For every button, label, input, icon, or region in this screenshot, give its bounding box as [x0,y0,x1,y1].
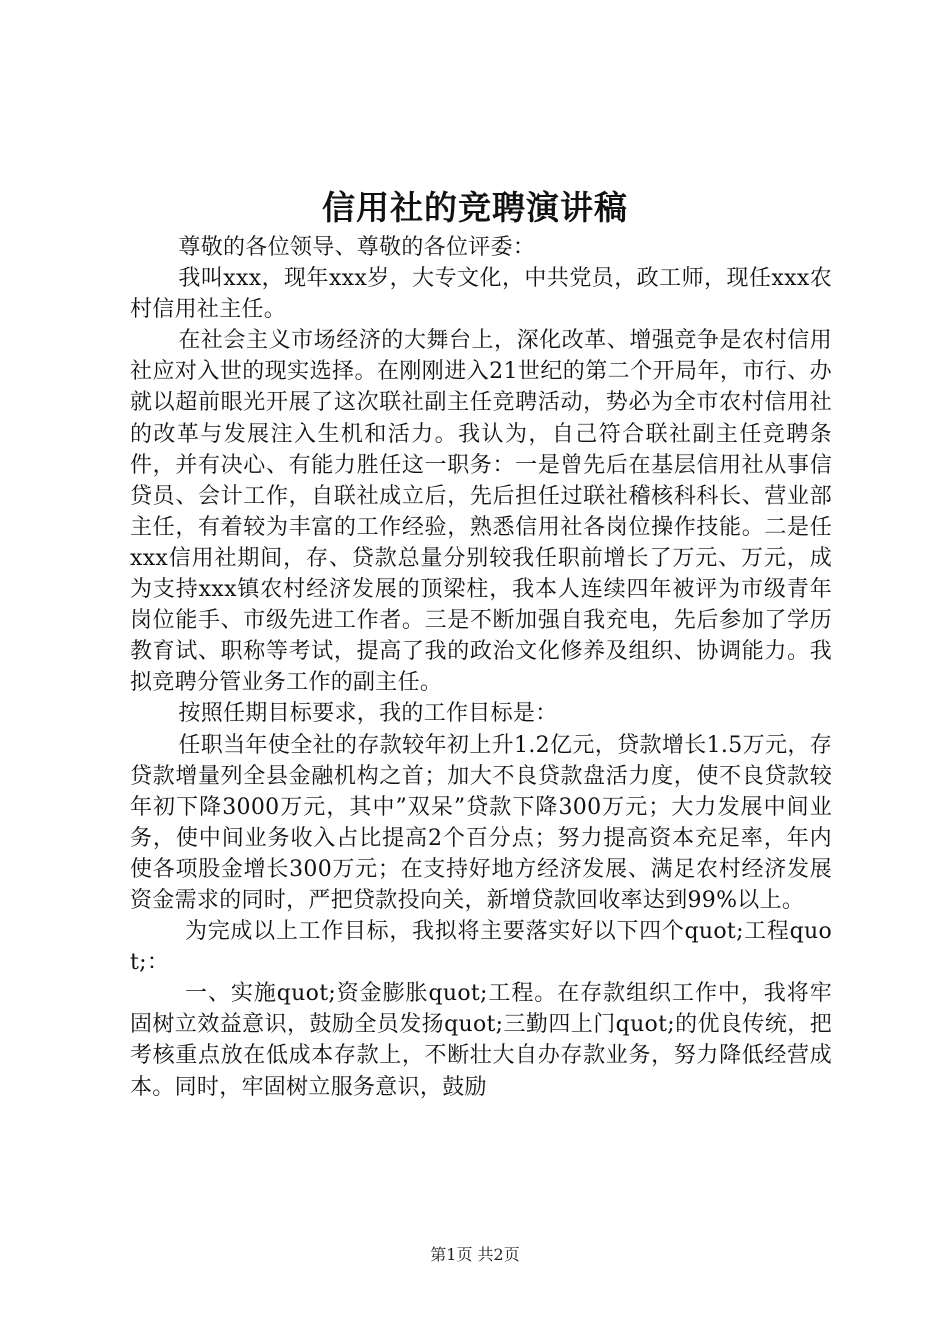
document-title: 信用社的竞聘演讲稿 [322,188,628,227]
page-footer: 第1页 共2页 [430,1245,520,1264]
goals-intro-paragraph: 按照任期目标要求，我的工作目标是： [178,701,558,727]
salutation-paragraph: 尊敬的各位领导、尊敬的各位评委： [178,235,536,260]
projects-intro-paragraph: 为完成以上工作目标，我拟将主要落实好以下四个quot;工程quot;： [130,919,832,976]
document-body [130,232,832,1103]
qualifications-paragraph: 在社会主义市场经济的大舞台上，深化改革、增强竞争是农村信用社应对入世的现实选择。在刚刚进入21世纪的第二个开局年，市行、办就以超前眼光开展了这次联社副主任竞聘活动，势必为全市农村信用社的改革与发展注入生机和活力。我认为，自己符合联社副主任竞聘条件，并有决心、有能力胜任这一职务：一是曾先后在基层信用社从事信贷员、会计工作，自联社成立后，先后担任过联社稽核科科长、营业部主任，有着较为丰富的工作经验，熟悉信用社各岗位操作技能。二是任xxx信用社期间，存、贷款总量分别较我任职前增长了万元、万元，成为支持xxx镇农村经济发展的顶梁柱，我本人连续四年被评为市级青年岗位能手、市级先进工作者。三是不断加强自我充电，先后参加了学历教育试、职称等考试，提高了我的政治文化修养及组织、协调能力。我拟竞聘分管业务工作的副主任。 [130,328,832,696]
goals-detail-paragraph: 任职当年使全社的存款较年初上升1.2亿元，贷款增长1.5万元，存贷款增量列全县金融机构之首；加大不良贷款盘活力度，使不良贷款较年初下降3000万元，其中”双呆”贷款下降300万元；大力发展中间业务，使中间业务收入占比提高2个百分点；努力提高资本充足率，年内使各项股金增长300万元；在支持好地方经济发展、满足农村经济发展资金需求的同时，严把贷款投向关，新增贷款回收率达到99%以上。 [130,732,832,913]
self-introduction-paragraph: 我叫xxx，现年xxx岁，大专文化，中共党员，政工师，现任xxx农村信用社主任。 [130,266,832,323]
project-one-paragraph: 一、实施quot;资金膨胀quot;工程。在存款组织工作中，我将牢固树立效益意识，鼓励全员发扬quot;三勤四上门quot;的优良传统，把考核重点放在低成本存款上，不断壮大自办存款业务，努力降低经营成本。同时，牢固树立服务意识，鼓励 [130,981,832,1100]
